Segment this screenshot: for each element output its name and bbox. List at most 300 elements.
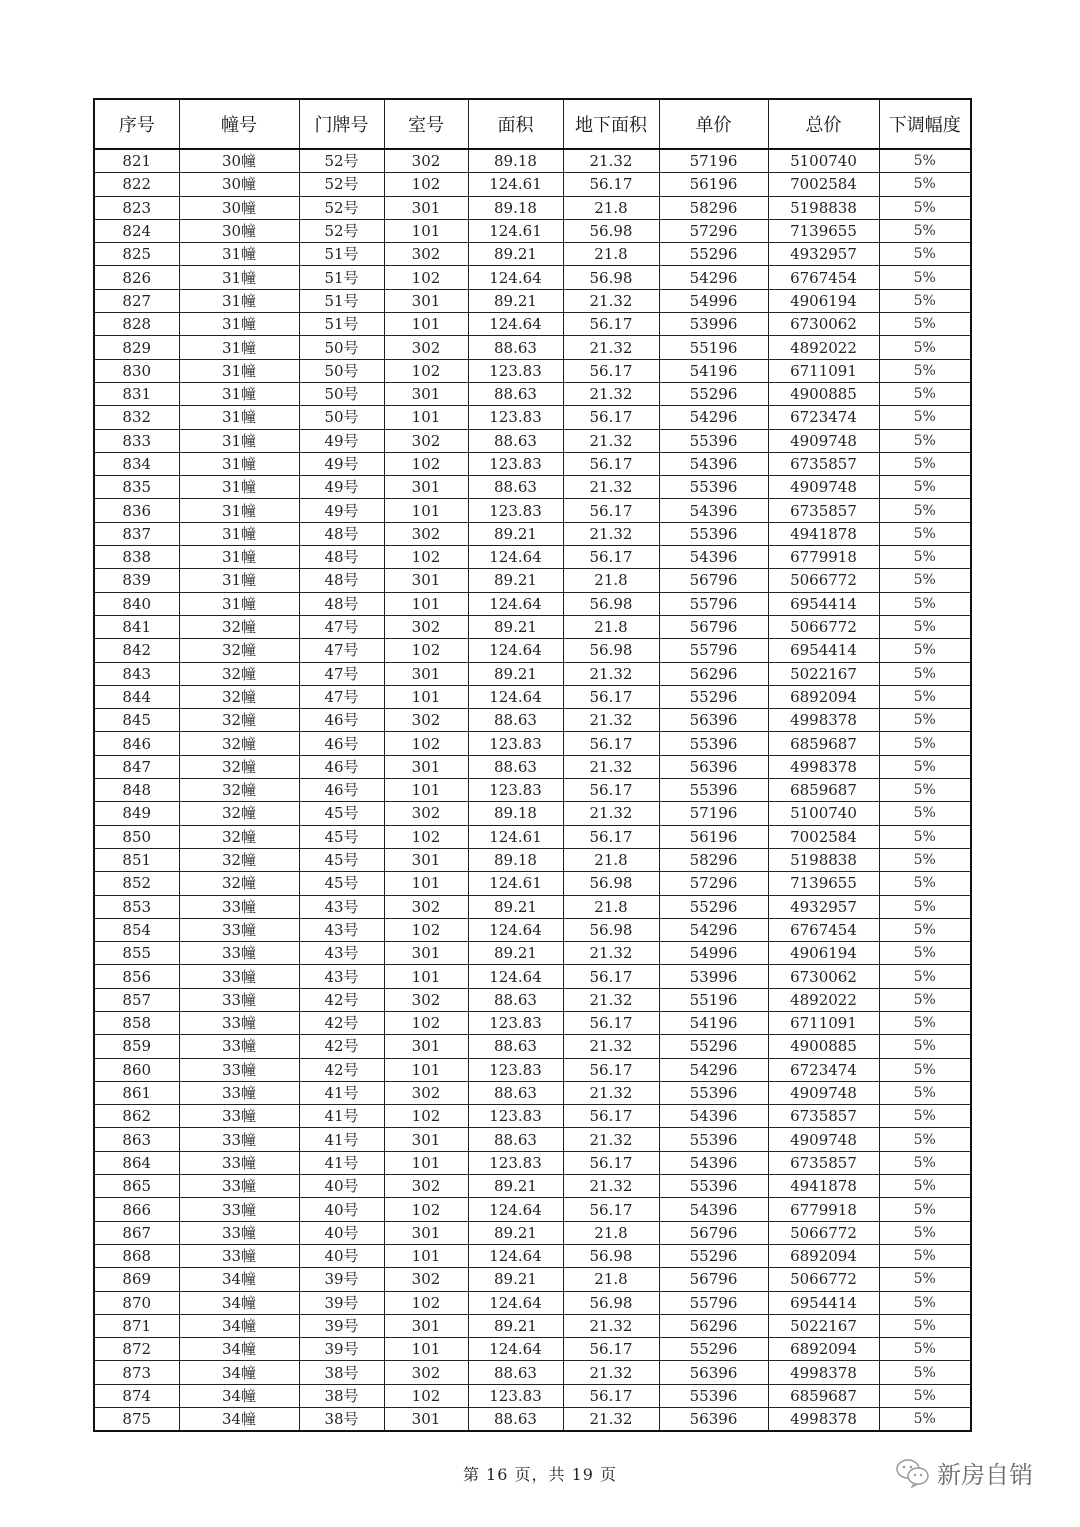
cell-total-price: 5100740 [768, 802, 879, 825]
cell-unit-price: 54396 [659, 1105, 768, 1128]
table-row [94, 499, 971, 522]
table-row [94, 1291, 971, 1314]
cell-discount: 5% [879, 1151, 971, 1174]
table-row [94, 243, 971, 266]
cell-area: 124.64 [468, 918, 563, 941]
table-row [94, 848, 971, 871]
table-row [94, 1384, 971, 1407]
cell-room: 301 [384, 1128, 468, 1151]
cell-door-number: 42号 [299, 1058, 384, 1081]
cell-basement-area: 21.32 [563, 1361, 659, 1384]
cell-room: 302 [384, 336, 468, 359]
cell-unit-price: 54996 [659, 289, 768, 312]
cell-total-price: 5066772 [768, 1221, 879, 1244]
cell-basement-area: 56.17 [563, 1384, 659, 1407]
cell-building: 33幢 [179, 965, 299, 988]
cell-unit-price: 54196 [659, 359, 768, 382]
cell-discount: 5% [879, 429, 971, 452]
cell-room: 302 [384, 1081, 468, 1104]
cell-serial: 827 [94, 289, 179, 312]
cell-total-price: 4892022 [768, 336, 879, 359]
cell-unit-price: 55296 [659, 382, 768, 405]
cell-basement-area: 56.17 [563, 173, 659, 196]
cell-discount: 5% [879, 942, 971, 965]
table-row [94, 569, 971, 592]
cell-serial: 853 [94, 895, 179, 918]
cell-area: 124.64 [468, 546, 563, 569]
cell-door-number: 47号 [299, 685, 384, 708]
cell-area: 124.64 [468, 685, 563, 708]
cell-area: 123.83 [468, 359, 563, 382]
cell-room: 101 [384, 1058, 468, 1081]
cell-door-number: 50号 [299, 406, 384, 429]
cell-serial: 842 [94, 639, 179, 662]
cell-door-number: 51号 [299, 243, 384, 266]
cell-discount: 5% [879, 1175, 971, 1198]
cell-unit-price: 54296 [659, 406, 768, 429]
table-row [94, 429, 971, 452]
cell-basement-area: 21.8 [563, 848, 659, 871]
cell-area: 88.63 [468, 1408, 563, 1432]
header-room: 室号 [384, 99, 468, 149]
cell-basement-area: 56.98 [563, 592, 659, 615]
cell-room: 302 [384, 709, 468, 732]
cell-building: 33幢 [179, 942, 299, 965]
cell-area: 124.64 [468, 1338, 563, 1361]
cell-serial: 845 [94, 709, 179, 732]
cell-serial: 873 [94, 1361, 179, 1384]
cell-discount: 5% [879, 1314, 971, 1337]
cell-basement-area: 21.8 [563, 895, 659, 918]
cell-unit-price: 56296 [659, 1314, 768, 1337]
cell-total-price: 6735857 [768, 1151, 879, 1174]
cell-serial: 859 [94, 1035, 179, 1058]
cell-building: 31幢 [179, 313, 299, 336]
cell-unit-price: 54296 [659, 266, 768, 289]
table-row [94, 1314, 971, 1337]
cell-total-price: 6892094 [768, 685, 879, 708]
cell-unit-price: 55296 [659, 1338, 768, 1361]
cell-serial: 861 [94, 1081, 179, 1104]
cell-unit-price: 55796 [659, 639, 768, 662]
cell-total-price: 7002584 [768, 825, 879, 848]
cell-room: 302 [384, 1361, 468, 1384]
cell-basement-area: 21.8 [563, 569, 659, 592]
cell-total-price: 6735857 [768, 1105, 879, 1128]
cell-unit-price: 54396 [659, 1198, 768, 1221]
cell-room: 302 [384, 988, 468, 1011]
cell-door-number: 47号 [299, 662, 384, 685]
cell-building: 33幢 [179, 895, 299, 918]
cell-basement-area: 21.32 [563, 802, 659, 825]
cell-area: 124.61 [468, 872, 563, 895]
cell-building: 34幢 [179, 1338, 299, 1361]
cell-basement-area: 56.17 [563, 685, 659, 708]
cell-total-price: 4906194 [768, 942, 879, 965]
cell-door-number: 47号 [299, 639, 384, 662]
cell-room: 102 [384, 1105, 468, 1128]
table-row [94, 289, 971, 312]
cell-discount: 5% [879, 382, 971, 405]
cell-serial: 825 [94, 243, 179, 266]
cell-unit-price: 55196 [659, 988, 768, 1011]
cell-area: 124.64 [468, 965, 563, 988]
cell-area: 124.64 [468, 592, 563, 615]
cell-area: 123.83 [468, 406, 563, 429]
cell-discount: 5% [879, 522, 971, 545]
cell-room: 101 [384, 1338, 468, 1361]
cell-total-price: 5022167 [768, 662, 879, 685]
table-row [94, 1128, 971, 1151]
cell-discount: 5% [879, 1011, 971, 1034]
cell-room: 301 [384, 1221, 468, 1244]
cell-serial: 872 [94, 1338, 179, 1361]
cell-door-number: 51号 [299, 289, 384, 312]
cell-unit-price: 55296 [659, 685, 768, 708]
cell-area: 124.64 [468, 266, 563, 289]
cell-discount: 5% [879, 266, 971, 289]
cell-building: 31幢 [179, 266, 299, 289]
table-row [94, 918, 971, 941]
cell-basement-area: 56.17 [563, 499, 659, 522]
cell-unit-price: 57196 [659, 802, 768, 825]
cell-discount: 5% [879, 313, 971, 336]
cell-unit-price: 53996 [659, 965, 768, 988]
cell-room: 301 [384, 848, 468, 871]
cell-area: 89.21 [468, 522, 563, 545]
cell-building: 32幢 [179, 802, 299, 825]
cell-unit-price: 54296 [659, 1058, 768, 1081]
cell-room: 102 [384, 918, 468, 941]
cell-total-price: 4932957 [768, 243, 879, 266]
cell-serial: 863 [94, 1128, 179, 1151]
cell-discount: 5% [879, 476, 971, 499]
cell-area: 89.18 [468, 196, 563, 219]
cell-room: 101 [384, 499, 468, 522]
cell-total-price: 6954414 [768, 639, 879, 662]
cell-basement-area: 21.8 [563, 243, 659, 266]
cell-unit-price: 56796 [659, 1268, 768, 1291]
cell-serial: 867 [94, 1221, 179, 1244]
table-row [94, 382, 971, 405]
cell-total-price: 6954414 [768, 1291, 879, 1314]
wechat-icon [895, 1458, 931, 1488]
cell-total-price: 7002584 [768, 173, 879, 196]
cell-total-price: 4892022 [768, 988, 879, 1011]
cell-room: 302 [384, 243, 468, 266]
cell-basement-area: 56.98 [563, 266, 659, 289]
cell-total-price: 6711091 [768, 359, 879, 382]
table-row [94, 1035, 971, 1058]
table-row [94, 1175, 971, 1198]
cell-serial: 860 [94, 1058, 179, 1081]
header-area: 面积 [468, 99, 563, 149]
cell-area: 124.64 [468, 639, 563, 662]
cell-discount: 5% [879, 709, 971, 732]
cell-room: 102 [384, 825, 468, 848]
cell-total-price: 4998378 [768, 1408, 879, 1432]
cell-door-number: 48号 [299, 569, 384, 592]
cell-discount: 5% [879, 1035, 971, 1058]
cell-total-price: 5066772 [768, 569, 879, 592]
table-row [94, 336, 971, 359]
cell-unit-price: 57196 [659, 149, 768, 173]
cell-door-number: 39号 [299, 1314, 384, 1337]
cell-building: 33幢 [179, 1128, 299, 1151]
cell-serial: 828 [94, 313, 179, 336]
cell-area: 124.61 [468, 219, 563, 242]
cell-room: 301 [384, 755, 468, 778]
cell-discount: 5% [879, 336, 971, 359]
cell-building: 32幢 [179, 848, 299, 871]
cell-room: 101 [384, 685, 468, 708]
table-row [94, 219, 971, 242]
cell-serial: 826 [94, 266, 179, 289]
cell-building: 32幢 [179, 872, 299, 895]
cell-building: 33幢 [179, 1035, 299, 1058]
cell-door-number: 40号 [299, 1175, 384, 1198]
cell-door-number: 41号 [299, 1151, 384, 1174]
table-row [94, 196, 971, 219]
cell-building: 33幢 [179, 918, 299, 941]
cell-serial: 865 [94, 1175, 179, 1198]
cell-serial: 857 [94, 988, 179, 1011]
cell-unit-price: 58296 [659, 196, 768, 219]
cell-basement-area: 56.17 [563, 965, 659, 988]
cell-area: 88.63 [468, 429, 563, 452]
cell-door-number: 45号 [299, 872, 384, 895]
cell-area: 89.21 [468, 895, 563, 918]
cell-door-number: 50号 [299, 382, 384, 405]
cell-door-number: 38号 [299, 1408, 384, 1432]
cell-serial: 833 [94, 429, 179, 452]
cell-basement-area: 21.32 [563, 336, 659, 359]
table-row [94, 452, 971, 475]
table-row [94, 359, 971, 382]
cell-serial: 846 [94, 732, 179, 755]
cell-room: 302 [384, 522, 468, 545]
cell-door-number: 46号 [299, 732, 384, 755]
cell-unit-price: 54296 [659, 918, 768, 941]
cell-door-number: 50号 [299, 336, 384, 359]
cell-room: 102 [384, 266, 468, 289]
cell-door-number: 52号 [299, 149, 384, 173]
table-row [94, 406, 971, 429]
cell-discount: 5% [879, 848, 971, 871]
cell-area: 123.83 [468, 1384, 563, 1407]
cell-unit-price: 57296 [659, 872, 768, 895]
cell-unit-price: 55296 [659, 1244, 768, 1267]
cell-serial: 823 [94, 196, 179, 219]
cell-area: 124.64 [468, 1244, 563, 1267]
cell-discount: 5% [879, 1408, 971, 1432]
cell-discount: 5% [879, 452, 971, 475]
cell-door-number: 42号 [299, 988, 384, 1011]
cell-unit-price: 56396 [659, 709, 768, 732]
cell-serial: 874 [94, 1384, 179, 1407]
cell-total-price: 6892094 [768, 1338, 879, 1361]
cell-room: 302 [384, 429, 468, 452]
cell-area: 124.64 [468, 1291, 563, 1314]
cell-room: 302 [384, 1268, 468, 1291]
cell-building: 32幢 [179, 732, 299, 755]
cell-unit-price: 55396 [659, 1128, 768, 1151]
cell-building: 32幢 [179, 779, 299, 802]
cell-room: 301 [384, 1408, 468, 1432]
header-unit-price: 单价 [659, 99, 768, 149]
cell-basement-area: 21.32 [563, 1035, 659, 1058]
header-serial: 序号 [94, 99, 179, 149]
cell-door-number: 52号 [299, 219, 384, 242]
cell-basement-area: 21.32 [563, 1128, 659, 1151]
table-row [94, 662, 971, 685]
cell-area: 88.63 [468, 382, 563, 405]
cell-building: 33幢 [179, 1244, 299, 1267]
cell-building: 30幢 [179, 149, 299, 173]
cell-serial: 836 [94, 499, 179, 522]
cell-serial: 840 [94, 592, 179, 615]
cell-room: 101 [384, 219, 468, 242]
cell-basement-area: 56.98 [563, 1244, 659, 1267]
cell-unit-price: 56296 [659, 662, 768, 685]
table-row [94, 266, 971, 289]
cell-total-price: 4900885 [768, 1035, 879, 1058]
cell-basement-area: 56.17 [563, 1198, 659, 1221]
cell-discount: 5% [879, 406, 971, 429]
cell-door-number: 46号 [299, 709, 384, 732]
cell-serial: 844 [94, 685, 179, 708]
table-row [94, 755, 971, 778]
cell-area: 88.63 [468, 336, 563, 359]
cell-unit-price: 55396 [659, 779, 768, 802]
cell-building: 31幢 [179, 476, 299, 499]
cell-total-price: 6735857 [768, 452, 879, 475]
cell-area: 123.83 [468, 1011, 563, 1034]
cell-room: 101 [384, 592, 468, 615]
cell-discount: 5% [879, 779, 971, 802]
table-row [94, 1011, 971, 1034]
cell-total-price: 5198838 [768, 848, 879, 871]
table-row [94, 779, 971, 802]
cell-building: 30幢 [179, 173, 299, 196]
table-row [94, 895, 971, 918]
cell-building: 31幢 [179, 452, 299, 475]
cell-basement-area: 56.17 [563, 1151, 659, 1174]
cell-serial: 847 [94, 755, 179, 778]
cell-total-price: 6723474 [768, 406, 879, 429]
cell-room: 102 [384, 1198, 468, 1221]
cell-serial: 854 [94, 918, 179, 941]
cell-building: 31幢 [179, 243, 299, 266]
cell-door-number: 51号 [299, 266, 384, 289]
cell-building: 31幢 [179, 522, 299, 545]
cell-building: 31幢 [179, 569, 299, 592]
cell-room: 302 [384, 615, 468, 638]
cell-total-price: 6735857 [768, 499, 879, 522]
cell-door-number: 41号 [299, 1081, 384, 1104]
cell-discount: 5% [879, 1081, 971, 1104]
cell-area: 89.21 [468, 942, 563, 965]
cell-basement-area: 56.98 [563, 219, 659, 242]
cell-door-number: 43号 [299, 918, 384, 941]
cell-area: 124.61 [468, 173, 563, 196]
cell-room: 102 [384, 1011, 468, 1034]
cell-room: 301 [384, 569, 468, 592]
cell-room: 301 [384, 942, 468, 965]
cell-unit-price: 54396 [659, 452, 768, 475]
cell-room: 102 [384, 546, 468, 569]
cell-discount: 5% [879, 1198, 971, 1221]
cell-total-price: 6730062 [768, 965, 879, 988]
table-row [94, 313, 971, 336]
cell-door-number: 50号 [299, 359, 384, 382]
cell-serial: 822 [94, 173, 179, 196]
cell-area: 89.21 [468, 569, 563, 592]
cell-total-price: 5100740 [768, 149, 879, 173]
cell-building: 31幢 [179, 546, 299, 569]
cell-total-price: 4900885 [768, 382, 879, 405]
cell-total-price: 6859687 [768, 732, 879, 755]
cell-total-price: 5198838 [768, 196, 879, 219]
cell-unit-price: 56196 [659, 173, 768, 196]
cell-room: 301 [384, 196, 468, 219]
cell-serial: 862 [94, 1105, 179, 1128]
cell-basement-area: 56.98 [563, 918, 659, 941]
cell-total-price: 4998378 [768, 755, 879, 778]
cell-building: 31幢 [179, 592, 299, 615]
cell-discount: 5% [879, 569, 971, 592]
cell-serial: 875 [94, 1408, 179, 1432]
cell-door-number: 45号 [299, 802, 384, 825]
cell-discount: 5% [879, 1244, 971, 1267]
cell-basement-area: 21.8 [563, 1268, 659, 1291]
table-row [94, 1105, 971, 1128]
cell-basement-area: 56.17 [563, 779, 659, 802]
cell-basement-area: 56.17 [563, 1338, 659, 1361]
cell-serial: 841 [94, 615, 179, 638]
cell-area: 88.63 [468, 755, 563, 778]
table-row [94, 802, 971, 825]
cell-discount: 5% [879, 662, 971, 685]
cell-serial: 849 [94, 802, 179, 825]
cell-discount: 5% [879, 546, 971, 569]
cell-total-price: 4998378 [768, 709, 879, 732]
cell-room: 102 [384, 732, 468, 755]
cell-discount: 5% [879, 965, 971, 988]
cell-basement-area: 21.32 [563, 988, 659, 1011]
cell-basement-area: 56.17 [563, 452, 659, 475]
cell-discount: 5% [879, 1338, 971, 1361]
cell-room: 102 [384, 639, 468, 662]
cell-building: 30幢 [179, 196, 299, 219]
cell-discount: 5% [879, 359, 971, 382]
cell-basement-area: 56.17 [563, 406, 659, 429]
cell-serial: 869 [94, 1268, 179, 1291]
cell-serial: 864 [94, 1151, 179, 1174]
cell-unit-price: 55396 [659, 1081, 768, 1104]
cell-discount: 5% [879, 802, 971, 825]
cell-discount: 5% [879, 1105, 971, 1128]
cell-room: 302 [384, 149, 468, 173]
table-row [94, 1338, 971, 1361]
cell-unit-price: 53996 [659, 313, 768, 336]
cell-room: 301 [384, 1035, 468, 1058]
header-door-number: 门牌号 [299, 99, 384, 149]
cell-room: 101 [384, 779, 468, 802]
cell-unit-price: 55396 [659, 522, 768, 545]
cell-serial: 868 [94, 1244, 179, 1267]
watermark [895, 1455, 1033, 1490]
